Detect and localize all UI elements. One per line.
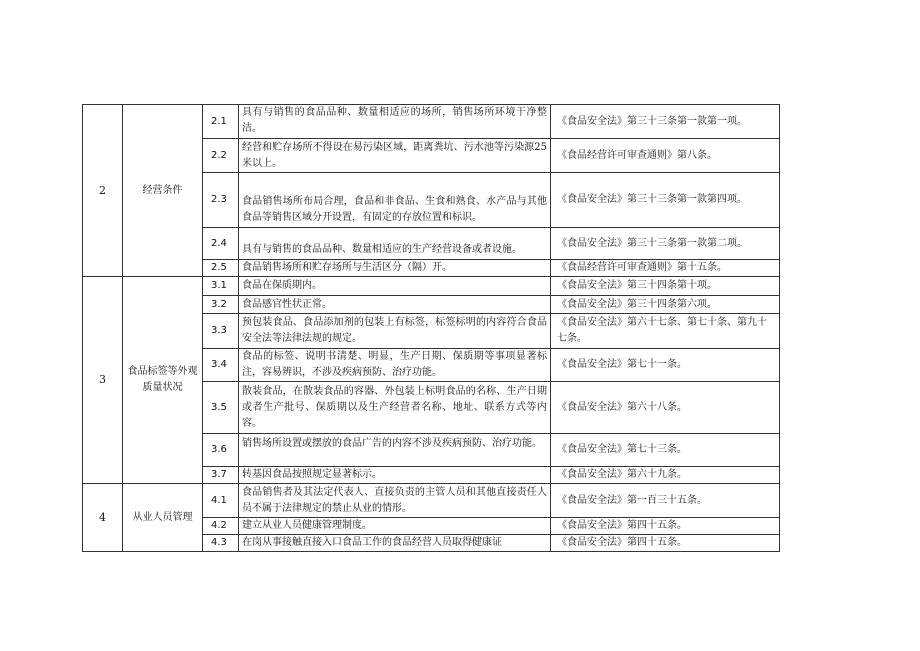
item-basis: 《食品安全法》第三十四条第六项。 — [551, 296, 780, 314]
item-content: 经营和贮存场所不得设在易污染区域，距离粪坑、污水池等污染源25米以上。 — [239, 139, 551, 173]
item-basis: 《食品安全法》第六十九条。 — [551, 467, 780, 484]
item-content: 食品在保质期内。 — [239, 277, 551, 296]
item-number: 4.2 — [203, 518, 239, 535]
section-number: 3 — [83, 277, 123, 484]
table-row — [83, 105, 780, 139]
item-basis: 《食品安全法》第三十三条第一款第二项。 — [551, 228, 780, 260]
item-number: 2.1 — [203, 105, 239, 139]
item-number: 3.5 — [203, 382, 239, 434]
item-content: 食品的标签、说明书清楚、明显，生产日期、保质期等事项显著标注，容易辨识，不涉及疾病预防、治疗功能。 — [239, 349, 551, 382]
item-content: 销售场所设置或摆放的食品广告的内容不涉及疾病预防、治疗功能。 — [239, 434, 551, 467]
item-content: 具有与销售的食品品种、数量相适应的生产经营设备或者设施。 — [239, 228, 551, 260]
item-number: 2.3 — [203, 173, 239, 228]
section-number: 4 — [83, 484, 123, 552]
item-number: 4.3 — [203, 535, 239, 552]
item-number: 2.2 — [203, 139, 239, 173]
item-basis: 《食品安全法》第一百三十五条。 — [551, 484, 780, 518]
section-category: 食品标签等外观质量状况 — [123, 277, 203, 484]
item-basis: 《食品安全法》第四十五条。 — [551, 535, 780, 552]
item-content: 食品销售场所和贮存场所与生活区分（隔）开。 — [239, 260, 551, 277]
inspection-table — [82, 104, 780, 552]
item-content: 散装食品，在散装食品的容器、外包装上标明食品的名称、生产日期或者生产批号、保质期以及生产经营者名称、地址、联系方式等内容。 — [239, 382, 551, 434]
item-basis: 《食品安全法》第四十五条。 — [551, 518, 780, 535]
item-basis: 《食品安全法》第三十三条第一款第一项。 — [551, 105, 780, 139]
section-number: 2 — [83, 105, 123, 277]
item-content: 食品销售者及其法定代表人、直接负责的主管人员和其他直接责任人员不属于法律规定的禁止从业的情形。 — [239, 484, 551, 518]
item-basis: 《食品安全法》第七十一条。 — [551, 349, 780, 382]
section-category: 经营条件 — [123, 105, 203, 277]
item-number: 3.4 — [203, 349, 239, 382]
item-number: 3.3 — [203, 314, 239, 349]
item-content: 转基因食品按照规定显著标示。 — [239, 467, 551, 484]
section-category: 从业人员管理 — [123, 484, 203, 552]
item-basis: 《食品安全法》第三十四条第十项。 — [551, 277, 780, 296]
item-number: 3.1 — [203, 277, 239, 296]
item-number: 2.5 — [203, 260, 239, 277]
table-row — [83, 277, 780, 296]
item-content: 食品感官性状正常。 — [239, 296, 551, 314]
table-row — [83, 484, 780, 518]
item-content: 预包装食品、食品添加剂的包装上有标签，标签标明的内容符合食品安全法等法律法规的规定。 — [239, 314, 551, 349]
item-basis: 《食品经营许可审查通则》第八条。 — [551, 139, 780, 173]
item-number: 3.2 — [203, 296, 239, 314]
item-content: 具有与销售的食品品种、数量相适应的场所，销售场所环境干净整洁。 — [239, 105, 551, 139]
inspection-table-sheet — [82, 104, 779, 552]
item-number: 3.7 — [203, 467, 239, 484]
item-content: 食品销售场所布局合理，食品和非食品、生食和熟食、水产品与其他食品等销售区域分开设置，有固定的存放位置和标识。 — [239, 173, 551, 228]
item-basis: 《食品安全法》第六十八条。 — [551, 382, 780, 434]
item-basis: 《食品安全法》第七十三条。 — [551, 434, 780, 467]
item-basis: 《食品安全法》第三十三条第一款第四项。 — [551, 173, 780, 228]
item-content: 建立从业人员健康管理制度。 — [239, 518, 551, 535]
item-basis: 《食品安全法》第六十七条、第七十条、第九十七条。 — [551, 314, 780, 349]
item-number: 3.6 — [203, 434, 239, 467]
item-basis: 《食品经营许可审查通则》第十五条。 — [551, 260, 780, 277]
item-content: 在岗从事接触直接入口食品工作的食品经营人员取得健康证 — [239, 535, 551, 552]
item-number: 2.4 — [203, 228, 239, 260]
item-number: 4.1 — [203, 484, 239, 518]
